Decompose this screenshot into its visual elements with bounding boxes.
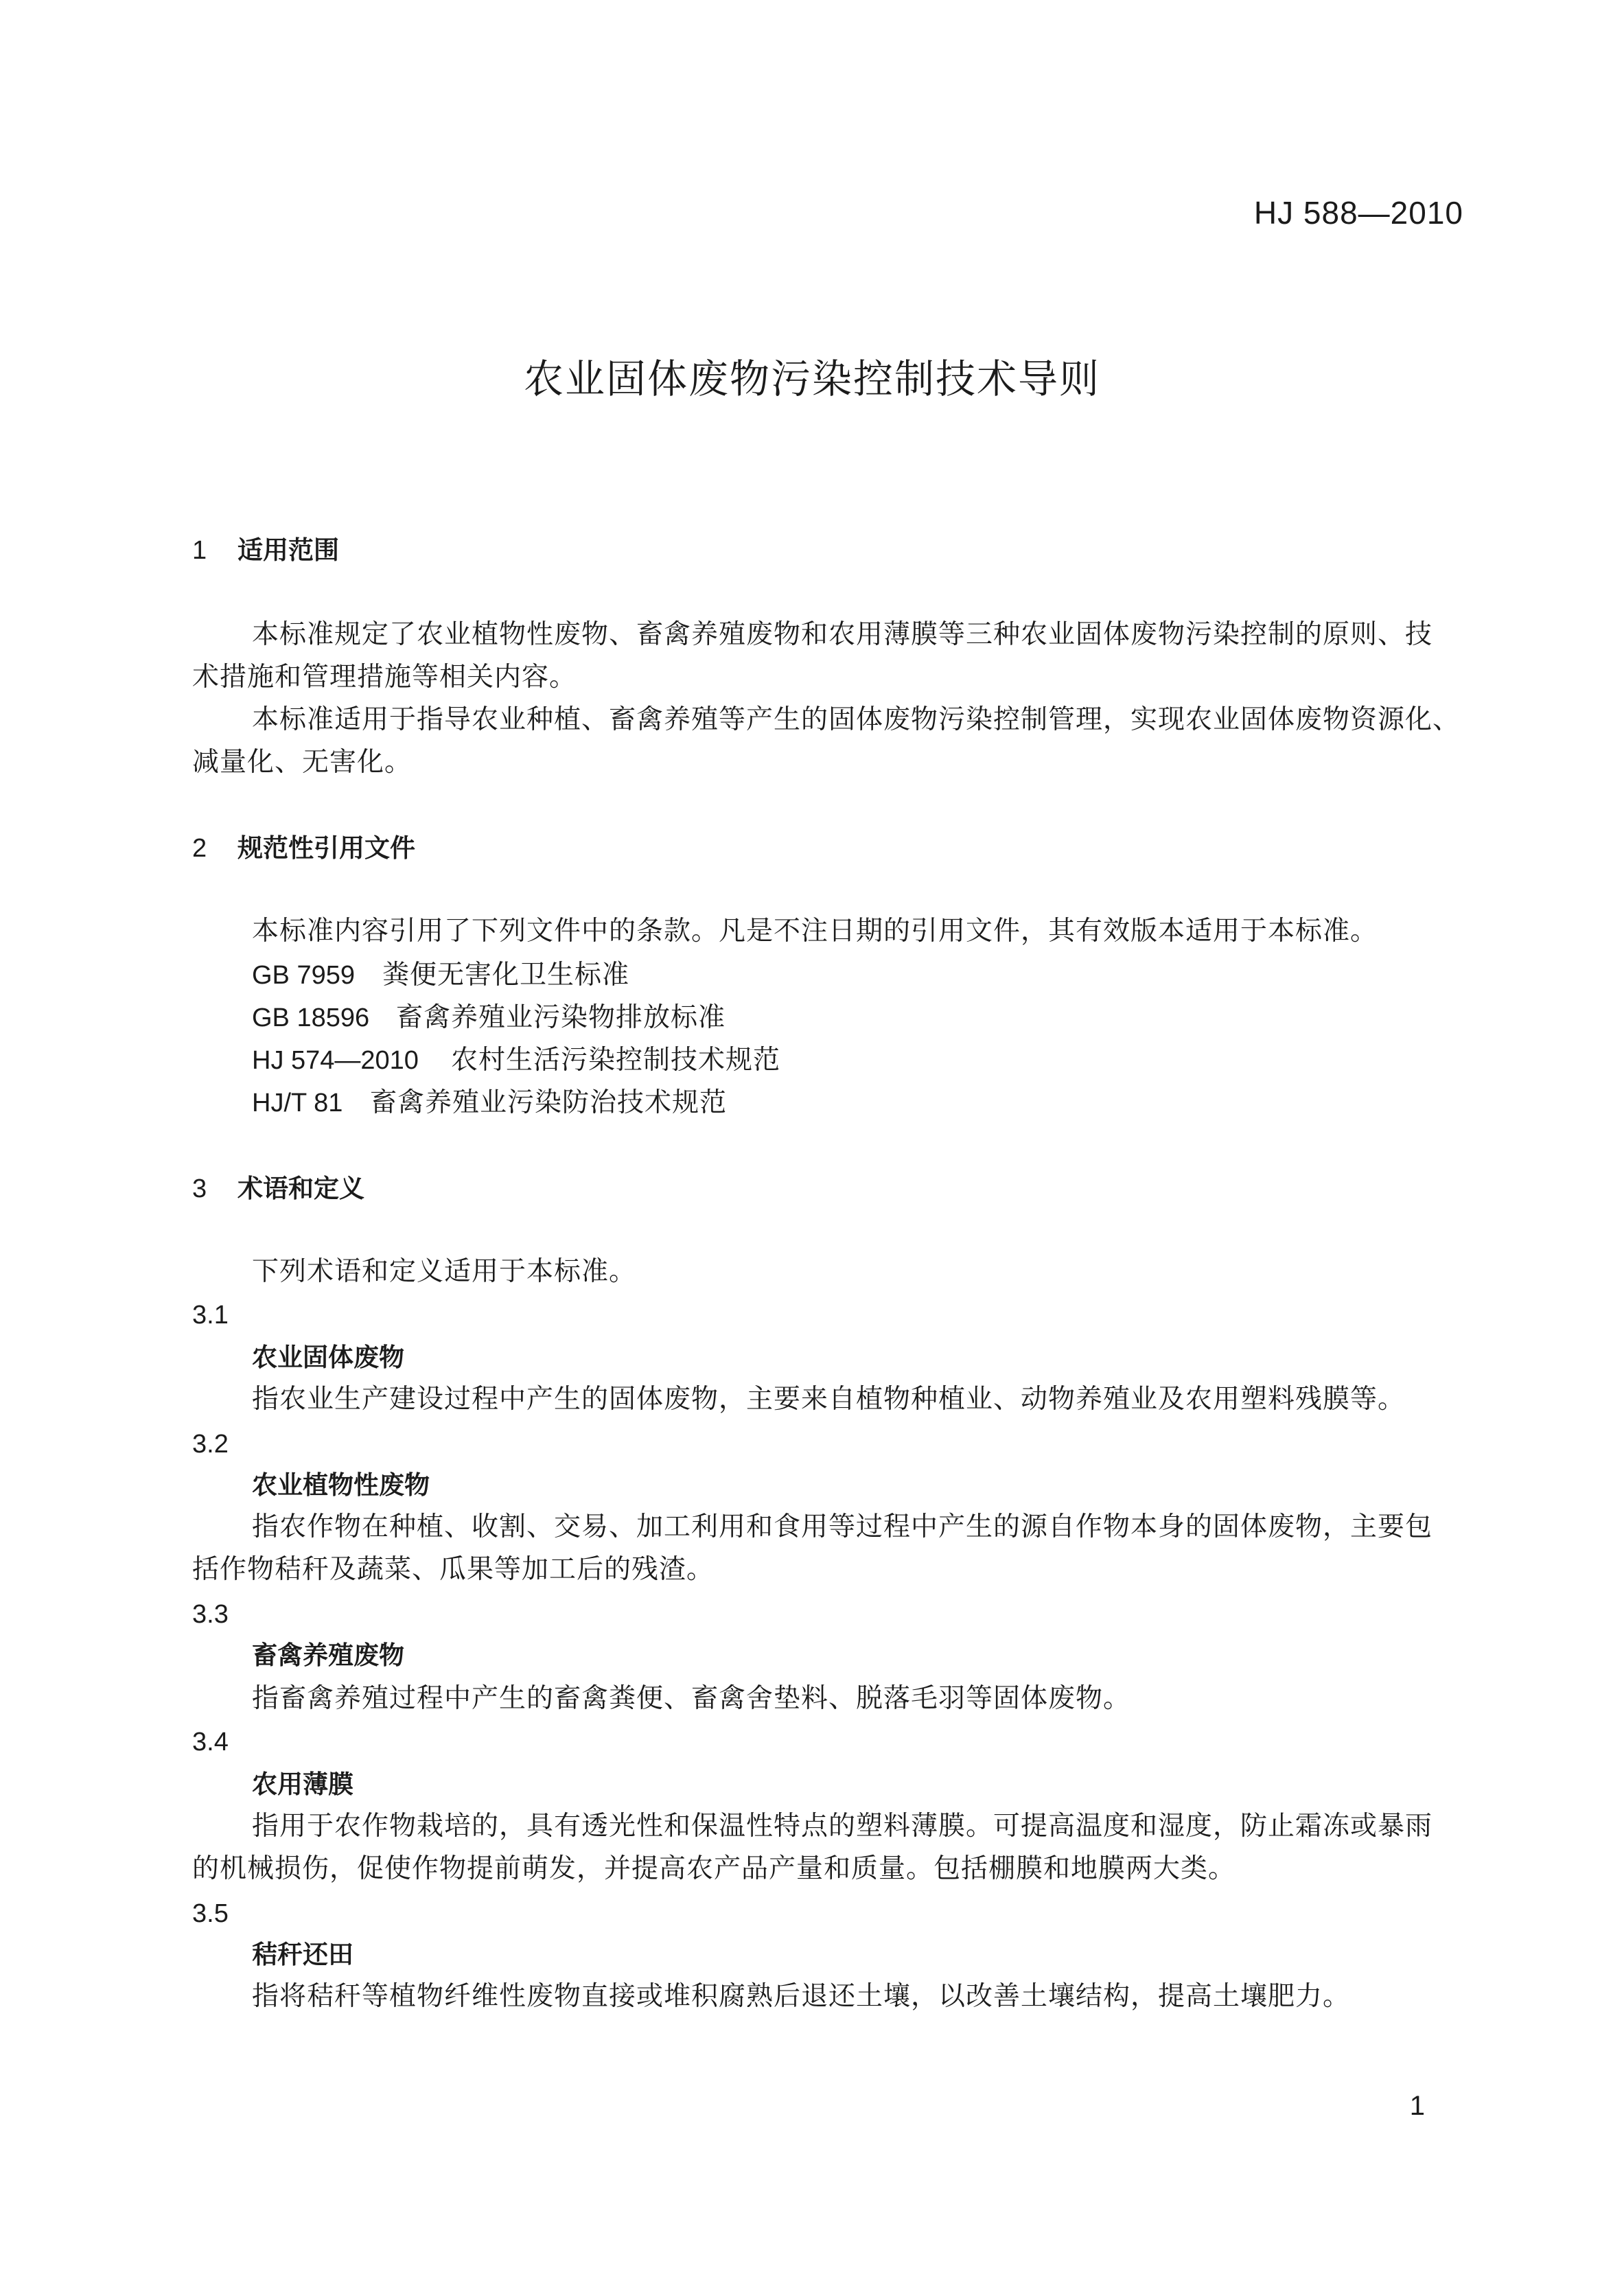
term-number: 3.2 xyxy=(192,1430,229,1459)
reference-item xyxy=(252,1041,780,1080)
paragraph-line: 本标准规定了农业植物性废物、畜禽养殖废物和农用薄膜等三种农业固体废物污染控制的原则、技 xyxy=(252,619,1433,650)
section-1-heading xyxy=(192,533,339,568)
reference-code: GB 7959 xyxy=(252,961,355,990)
reference-name: 粪便无害化卫生标准 xyxy=(382,960,630,990)
section-title: 规范性引用文件 xyxy=(237,833,415,863)
section-number: 1 xyxy=(192,536,207,565)
reference-name: 畜禽养殖业污染防治技术规范 xyxy=(370,1087,728,1118)
reference-item xyxy=(252,955,629,995)
paragraph-line: 本标准适用于指导农业种植、畜禽养殖等产生的固体废物污染控制管理，实现农业固体废物资源化、 xyxy=(252,704,1461,735)
page-number: 1 xyxy=(1409,2091,1425,2121)
reference-name: 农村生活污染控制技术规范 xyxy=(451,1045,781,1076)
paragraph-line: 术措施和管理措施等相关内容。 xyxy=(192,662,577,693)
section-title: 适用范围 xyxy=(237,535,339,565)
paragraph-line: 指畜禽养殖过程中产生的畜禽粪便、畜禽舍垫料、脱落毛羽等固体废物。 xyxy=(252,1683,1131,1714)
term-title: 畜禽养殖废物 xyxy=(252,1640,404,1670)
term-title: 秸秆还田 xyxy=(252,1940,353,1969)
reference-code: HJ 574—2010 xyxy=(252,1046,419,1075)
paragraph-line: 减量化、无害化。 xyxy=(192,747,413,778)
paragraph-line: 括作物秸秆及蔬菜、瓜果等加工后的残渣。 xyxy=(192,1554,715,1585)
paragraph-line: 的机械损伤，促使作物提前萌发，并提高农产品产量和质量。包括棚膜和地膜两大类。 xyxy=(192,1853,1236,1884)
section-number: 2 xyxy=(192,834,207,863)
paragraph-line: 指用于农作物栽培的，具有透光性和保温性特点的塑料薄膜。可提高温度和湿度，防止霜冻或暴雨 xyxy=(252,1811,1433,1842)
document-title: 农业固体废物污染控制技术导则 xyxy=(523,356,1100,402)
section-3-heading xyxy=(192,1171,364,1207)
term-title: 农用薄膜 xyxy=(252,1770,353,1799)
reference-item xyxy=(252,998,726,1038)
section-2-heading xyxy=(192,831,415,866)
term-title: 农业植物性废物 xyxy=(252,1470,430,1500)
reference-item xyxy=(252,1083,727,1123)
term-number: 3.3 xyxy=(192,1600,229,1629)
paragraph-line: 指农业生产建设过程中产生的固体废物，主要来自植物种植业、动物养殖业及农用塑料残膜等。 xyxy=(252,1384,1406,1415)
term-number: 3.5 xyxy=(192,1899,229,1928)
reference-code: GB 18596 xyxy=(252,1004,370,1032)
term-number: 3.1 xyxy=(192,1301,229,1330)
term-title: 农业固体废物 xyxy=(252,1343,404,1372)
paragraph-line: 本标准内容引用了下列文件中的条款。凡是不注日期的引用文件，其有效版本适用于本标准。 xyxy=(252,916,1378,947)
standard-number: HJ 588—2010 xyxy=(1253,195,1463,231)
reference-code: HJ/T 81 xyxy=(252,1089,343,1117)
section-title: 术语和定义 xyxy=(237,1174,364,1203)
term-number: 3.4 xyxy=(192,1728,229,1756)
section-number: 3 xyxy=(192,1174,207,1203)
reference-name: 畜禽养殖业污染物排放标准 xyxy=(396,1002,726,1033)
paragraph-line: 下列术语和定义适用于本标准。 xyxy=(252,1256,637,1287)
paragraph-line: 指农作物在种植、收割、交易、加工利用和食用等过程中产生的源自作物本身的固体废物，主要包 xyxy=(252,1511,1433,1542)
paragraph-line: 指将秸秆等植物纤维性废物直接或堆积腐熟后退还土壤，以改善土壤结构，提高土壤肥力。 xyxy=(252,1981,1351,2012)
